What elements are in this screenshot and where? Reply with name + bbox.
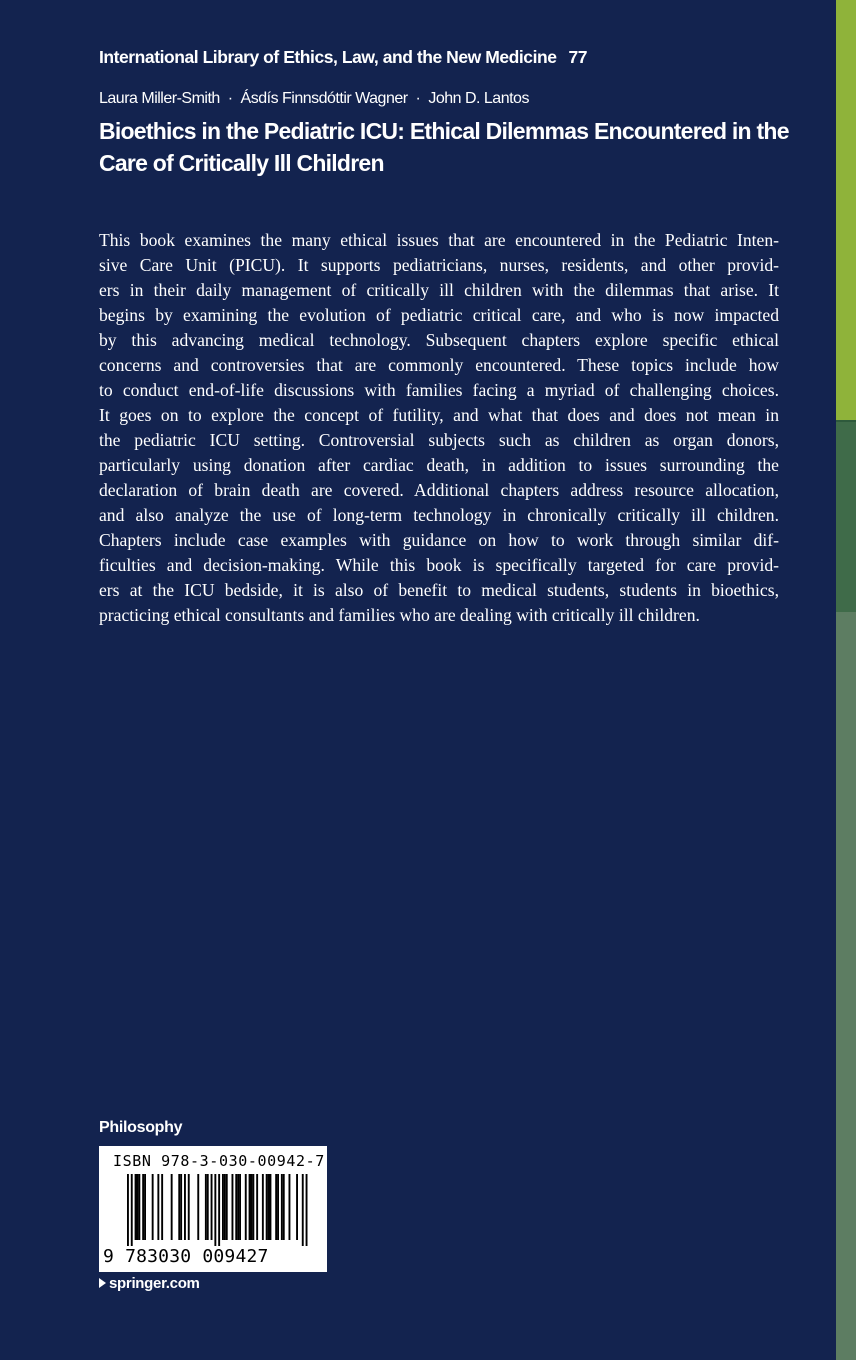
- barcode-bar: [281, 1174, 283, 1240]
- spine-color-strip: [836, 0, 856, 1360]
- barcode-bar: [268, 1174, 270, 1240]
- spine-segment: [836, 612, 856, 1360]
- description-line: by this advancing medical technology. Subsequent chapters explore specific ethical: [99, 330, 779, 350]
- barcode-bar: [277, 1174, 279, 1240]
- barcode-bar: [302, 1174, 304, 1246]
- description-line: ficulties and decision-making. While this book is specifically targeted for care provid-: [99, 555, 779, 575]
- author-name: Laura Miller-Smith: [99, 90, 220, 107]
- book-title-line: Bioethics in the Pediatric ICU: Ethical Dilemmas Encountered in the: [99, 118, 789, 144]
- author-separator: ·: [227, 90, 233, 107]
- barcode-bar: [214, 1174, 216, 1246]
- description-line: ers at the ICU bedside, it is also of benefit to medical students, students in bioethics,: [99, 580, 779, 600]
- subject-category: Philosophy: [99, 1119, 183, 1136]
- description-line: begins by examining the evolution of pediatric critical care, and who is now impacted: [99, 305, 779, 325]
- barcode-bar: [207, 1174, 209, 1240]
- barcode-bar: [157, 1174, 159, 1240]
- description-line: particularly using donation after cardiac death, in addition to issues surrounding the: [99, 455, 779, 475]
- book-title-line: Care of Critically Ill Children: [99, 150, 384, 176]
- author-separator: ·: [415, 90, 421, 107]
- barcode-bar: [205, 1174, 207, 1240]
- author-list: [99, 90, 529, 108]
- barcode-bar: [245, 1174, 247, 1240]
- description-line: and also analyze the use of long-term technology in chronically critically ill children.: [99, 505, 779, 525]
- barcode-bar: [135, 1174, 137, 1240]
- barcode-bar: [262, 1174, 264, 1240]
- barcode-bar: [197, 1174, 199, 1240]
- barcode-bar: [138, 1174, 140, 1240]
- barcode-bar: [237, 1174, 239, 1240]
- barcode-bar: [180, 1174, 182, 1240]
- barcode-bar: [283, 1174, 285, 1240]
- author-name: Ásdís Finnsdóttir Wagner: [240, 90, 408, 107]
- barcode-bar: [251, 1174, 253, 1240]
- barcode-bar: [249, 1174, 251, 1240]
- barcode-bar: [222, 1174, 224, 1240]
- barcode-bar: [137, 1174, 139, 1240]
- description-line: to conduct end-of-life discussions with families facing a myriad of challenging choices.: [99, 380, 779, 400]
- barcode-bar: [171, 1174, 173, 1240]
- barcode-bar: [266, 1174, 268, 1240]
- barcode-bar: [131, 1174, 133, 1246]
- barcode-bar: [289, 1174, 291, 1240]
- website-label: springer.com: [109, 1275, 200, 1292]
- triangle-right-icon: [99, 1278, 106, 1288]
- description-line: declaration of brain death are covered. Additional chapters address resource allocation,: [99, 480, 779, 500]
- description-line: the pediatric ICU setting. Controversial subjects such as children as organ donors,: [99, 430, 779, 450]
- barcode-bar: [211, 1174, 213, 1240]
- barcode-digits: 9 783030 009427: [103, 1246, 269, 1267]
- author-name: John D. Lantos: [428, 90, 529, 107]
- series-volume: 77: [568, 47, 588, 67]
- spine-segment: [836, 422, 856, 612]
- barcode-bar: [161, 1174, 163, 1240]
- barcode-bar: [184, 1174, 186, 1240]
- barcode-bar: [270, 1174, 272, 1240]
- book-description: [99, 228, 779, 628]
- isbn-label: ISBN 978-3-030-00942-7: [113, 1152, 325, 1170]
- book-title: [99, 115, 799, 179]
- barcode-bar: [252, 1174, 254, 1240]
- barcode-bar: [256, 1174, 258, 1240]
- barcode-bar: [232, 1174, 234, 1240]
- description-line: Chapters include case examples with guidance on how to work through similar dif-: [99, 530, 779, 550]
- barcode-bar: [275, 1174, 277, 1240]
- barcode-bar: [226, 1174, 228, 1240]
- description-line: This book examines the many ethical issues that are encountered in the Pediatric Inten-: [99, 230, 779, 250]
- barcode-bar: [224, 1174, 226, 1240]
- barcode-bar: [218, 1174, 220, 1246]
- barcode-bar: [296, 1174, 298, 1240]
- barcode-bar: [127, 1174, 129, 1246]
- description-line: ers in their daily management of critically ill children with the dilemmas that arise. It: [99, 280, 779, 300]
- barcode-bar: [178, 1174, 180, 1240]
- isbn-barcode: [99, 1146, 327, 1272]
- barcode-bar: [144, 1174, 146, 1240]
- description-line: sive Care Unit (PICU). It supports pediatricians, nurses, residents, and other provid-: [99, 255, 779, 275]
- series-name: International Library of Ethics, Law, and the New Medicine: [99, 47, 557, 67]
- spine-segment: [836, 0, 856, 420]
- barcode-bar: [306, 1174, 308, 1246]
- description-line: It goes on to explore the concept of futility, and what that does and does not mean in: [99, 405, 779, 425]
- description-line: concerns and controversies that are commonly encountered. These topics include how: [99, 355, 779, 375]
- barcode-bars: [99, 1174, 327, 1246]
- series-title: [99, 47, 587, 68]
- barcode-bar: [239, 1174, 241, 1240]
- barcode-bar: [152, 1174, 154, 1240]
- barcode-bar: [235, 1174, 237, 1240]
- barcode-bar: [142, 1174, 144, 1240]
- publisher-website[interactable]: [99, 1275, 200, 1292]
- barcode-bar: [188, 1174, 190, 1240]
- description-line: practicing ethical consultants and families who are dealing with critically ill children.: [99, 605, 700, 625]
